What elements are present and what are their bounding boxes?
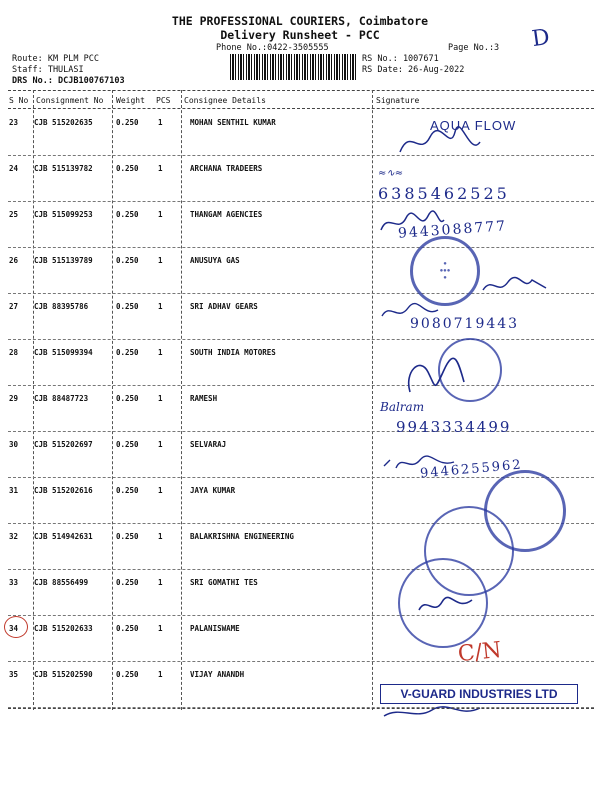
serial-number: 31 (9, 486, 19, 495)
col-consignment: Consignment No (36, 96, 104, 105)
pieces: 1 (158, 440, 163, 449)
header-top-rule (8, 90, 594, 91)
circled-mark (4, 616, 28, 638)
consignee-name: SELVARAJ (190, 440, 227, 449)
red-ink-note: C/N (456, 637, 503, 668)
weight: 0.250 (116, 532, 139, 541)
rs-date: RS Date: 26-Aug-2022 (362, 65, 465, 75)
row-divider (8, 615, 594, 616)
signature-scribble (395, 122, 485, 162)
row-divider (8, 247, 594, 248)
anusuya-gas-stamp: ● ●●● ● (410, 236, 480, 306)
table-row (0, 210, 600, 256)
consignment-number: CJB 88395786 (34, 302, 89, 311)
staff-label: Staff: THULASI (12, 65, 84, 75)
corner-mark: D (530, 24, 552, 53)
table-row (0, 624, 600, 670)
consignee-name: JAYA KUMAR (190, 486, 236, 495)
name-handwritten: Balram (380, 400, 425, 414)
table-row (0, 578, 600, 624)
weight: 0.250 (116, 118, 139, 127)
company-title: THE PROFESSIONAL COURIERS, Coimbatore (171, 14, 429, 28)
row-divider (8, 155, 594, 156)
pieces: 1 (158, 210, 163, 219)
row-divider (8, 339, 594, 340)
serial-number: 30 (9, 440, 19, 449)
consignment-number: CJB 515202697 (34, 440, 93, 449)
vguard-stamp: V-GUARD INDUSTRIES LTD (380, 684, 578, 704)
consignee-name: SOUTH INDIA MOTORES (190, 348, 276, 357)
phone-handwritten: 9943334499 (396, 418, 512, 436)
phone-handwritten: 9080719443 (410, 316, 520, 332)
consignee-name: SRI ADHAV GEARS (190, 302, 258, 311)
consignment-number: CJB 88556499 (34, 578, 89, 587)
header-bottom-rule (8, 108, 594, 109)
serial-number: 34 (9, 624, 19, 633)
signature-scribble: ≈∿≈ (378, 168, 404, 179)
col-consignee: Consignee Details (184, 96, 266, 105)
pieces: 1 (158, 532, 163, 541)
serial-number: 26 (9, 256, 19, 265)
rs-number: RS No.: 1007671 (362, 54, 439, 64)
signature-scribble (400, 352, 470, 396)
serial-number: 28 (9, 348, 19, 357)
page-number: Page No.:3 (448, 43, 500, 53)
footer-rule (8, 708, 594, 709)
serial-number: 24 (9, 164, 19, 173)
phone-handwritten: 9446255962 (419, 457, 524, 482)
serial-number: 32 (9, 532, 19, 541)
consignee-name: MOHAN SENTHIL KUMAR (190, 118, 276, 127)
consignment-number: CJB 515139782 (34, 164, 93, 173)
consignee-name: ARCHANA TRADEERS (190, 164, 263, 173)
weight: 0.250 (116, 210, 139, 219)
weight: 0.250 (116, 624, 139, 633)
consignment-number: CJB 515202616 (34, 486, 93, 495)
consignment-number: CJB 515202590 (34, 670, 93, 679)
route-label: Route: KM PLM PCC (12, 54, 99, 64)
serial-number: 29 (9, 394, 19, 403)
signature-scribble (480, 272, 550, 298)
pieces: 1 (158, 578, 163, 587)
consignee-name: PALANISWAME (190, 624, 240, 633)
serial-number: 35 (9, 670, 19, 679)
pieces: 1 (158, 624, 163, 633)
aqua-flow-stamp: AQUA FLOW (430, 118, 517, 133)
weight: 0.250 (116, 164, 139, 173)
consignee-name: SRI GOMATHI TES (190, 578, 258, 587)
row-divider (8, 385, 594, 386)
weight: 0.250 (116, 670, 139, 679)
consignee-name: ANUSUYA GAS (190, 256, 240, 265)
pieces: 1 (158, 486, 163, 495)
weight: 0.250 (116, 578, 139, 587)
consignment-number: CJB 515099394 (34, 348, 93, 357)
col-pcs: PCS (156, 96, 171, 105)
consignment-number: CJB 515099253 (34, 210, 93, 219)
pieces: 1 (158, 348, 163, 357)
consignment-number: CJB 88487723 (34, 394, 89, 403)
serial-number: 25 (9, 210, 19, 219)
weight: 0.250 (116, 394, 139, 403)
pieces: 1 (158, 394, 163, 403)
pieces: 1 (158, 118, 163, 127)
phone-number: Phone No.:0422-3505555 (216, 43, 329, 53)
col-signature: Signature (376, 96, 420, 105)
consignee-name: VIJAY ANANDH (190, 670, 245, 679)
col-weight: Weight (116, 96, 145, 105)
consignment-number: CJB 515202633 (34, 624, 93, 633)
pieces: 1 (158, 302, 163, 311)
weight: 0.250 (116, 440, 139, 449)
row-divider (8, 661, 594, 662)
barcode (230, 54, 356, 80)
pieces: 1 (158, 164, 163, 173)
col-sno: S No (9, 96, 29, 105)
consignee-name: RAMESH (190, 394, 218, 403)
serial-number: 33 (9, 578, 19, 587)
runsheet-title: Delivery Runsheet - PCC (220, 28, 380, 42)
consignee-name: THANGAM AGENCIES (190, 210, 263, 219)
table-row (0, 164, 600, 210)
serial-number: 27 (9, 302, 19, 311)
signature-scribble (380, 702, 500, 724)
weight: 0.250 (116, 256, 139, 265)
weight: 0.250 (116, 348, 139, 357)
weight: 0.250 (116, 486, 139, 495)
pieces: 1 (158, 256, 163, 265)
drs-number: DRS No.: DCJB100767103 (12, 76, 125, 86)
signature-scribble (416, 592, 476, 618)
consignment-number: CJB 515139789 (34, 256, 93, 265)
consignment-number: CJB 514942631 (34, 532, 93, 541)
table-row (0, 348, 600, 394)
weight: 0.250 (116, 302, 139, 311)
phone-handwritten: 6385462525 (378, 184, 510, 203)
serial-number: 23 (9, 118, 19, 127)
pieces: 1 (158, 670, 163, 679)
consignment-number: CJB 515202635 (34, 118, 93, 127)
consignee-name: BALAKRISHNA ENGINEERING (190, 532, 294, 541)
phone-handwritten: 9443088777 (397, 218, 508, 242)
